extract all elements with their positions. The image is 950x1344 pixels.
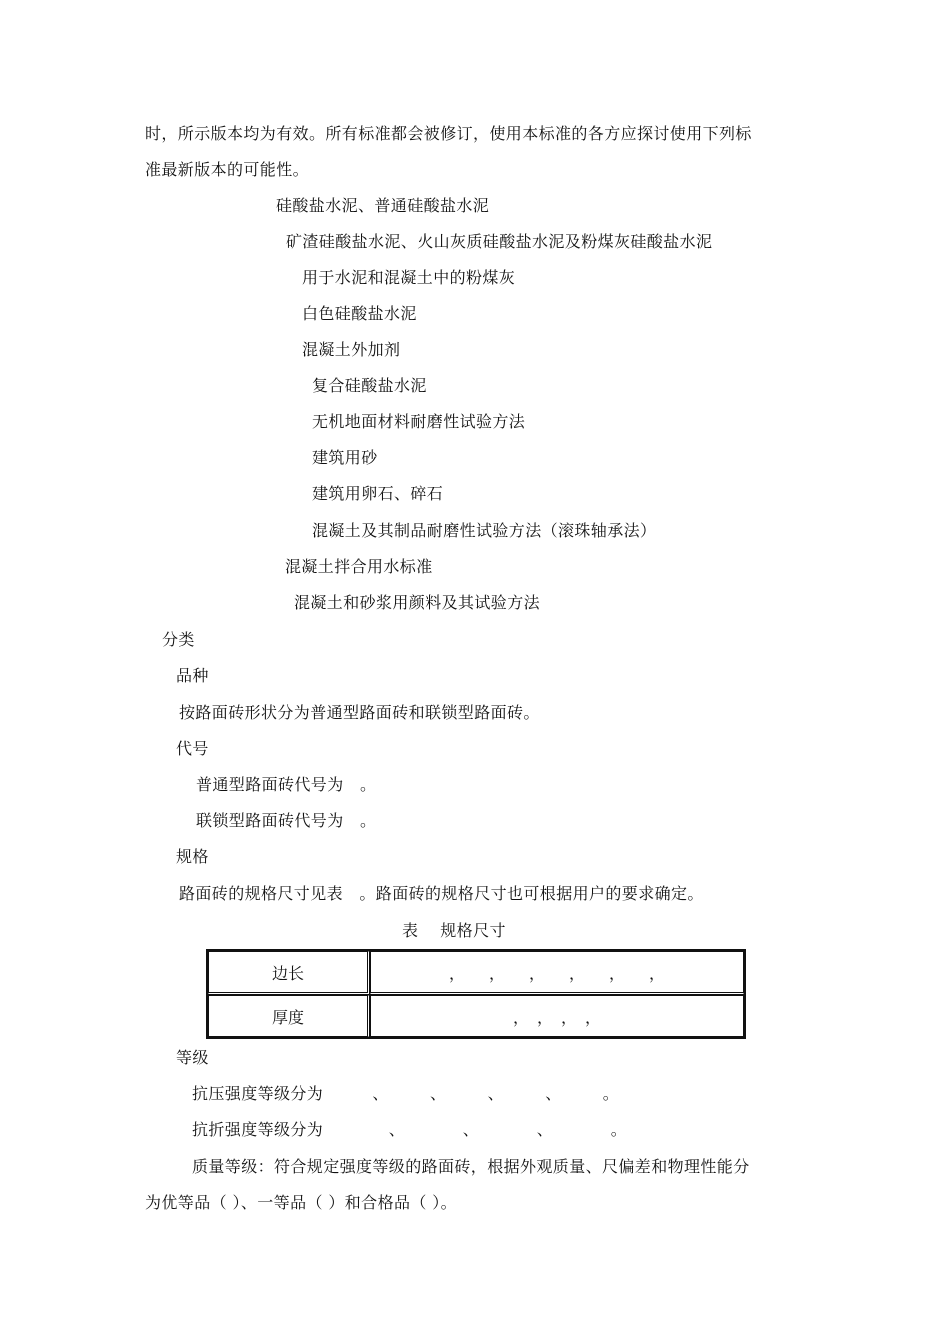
code-interlock-text: 联锁型路面砖代号为 。: [196, 811, 377, 830]
intro-line-2: 准最新版本的可能性。: [145, 160, 310, 179]
table-row: [208, 951, 744, 995]
grade-flexural-text: 抗折强度等级分为 、 、 、 。: [192, 1120, 628, 1139]
reference-item: 混凝土拌合用水标准: [285, 557, 433, 576]
reference-item: 复合硅酸盐水泥: [312, 376, 427, 395]
reference-item: 混凝土外加剂: [302, 340, 401, 359]
table-row: [208, 995, 744, 1037]
reference-item: 混凝土及其制品耐磨性试验方法（滚珠轴承法）: [312, 521, 657, 540]
quality-grade-line-2: 为优等品（ ）、一等品（ ）和合格品（ ）。: [145, 1193, 458, 1212]
code-normal-text: 普通型路面砖代号为 。: [196, 775, 377, 794]
table-cell-label: 厚度: [208, 995, 370, 1037]
subheading-spec: 规格: [176, 847, 209, 866]
subheading-variety: 品种: [176, 666, 209, 685]
reference-item: 白色硅酸盐水泥: [302, 304, 417, 323]
spec-table: [206, 949, 746, 1039]
table-cell-label: 边长: [208, 951, 370, 995]
quality-grade-line-1: 质量等级：符合规定强度等级的路面砖，根据外观质量、尺偏差和物理性能分: [192, 1157, 750, 1176]
subheading-grade: 等级: [176, 1048, 209, 1067]
reference-item: 混凝土和砂浆用颜料及其试验方法: [294, 593, 541, 612]
section-heading-classification: 分类: [162, 630, 195, 649]
variety-text: 按路面砖形状分为普通型路面砖和联锁型路面砖。: [179, 703, 540, 722]
table-title: 表 规格尺寸: [402, 921, 506, 940]
intro-line-1: 时，所示版本均为有效。所有标准都会被修订，使用本标准的各方应探讨使用下列标: [145, 124, 752, 143]
table-cell-value: ， ， ， ， ， ，: [370, 951, 744, 995]
reference-item: 用于水泥和混凝土中的粉煤灰: [302, 268, 516, 287]
subheading-code: 代号: [176, 739, 209, 758]
spec-text: 路面砖的规格尺寸见表 。路面砖的规格尺寸也可根据用户的要求确定。: [179, 884, 704, 903]
reference-item: 矿渣硅酸盐水泥、火山灰质硅酸盐水泥及粉煤灰硅酸盐水泥: [286, 232, 713, 251]
reference-item: 无机地面材料耐磨性试验方法: [312, 412, 526, 431]
reference-item: 建筑用卵石、碎石: [312, 484, 444, 503]
reference-item: 硅酸盐水泥、普通硅酸盐水泥: [276, 196, 490, 215]
reference-item: 建筑用砂: [312, 448, 378, 467]
grade-compressive-text: 抗压强度等级分为 、 、 、 、 。: [192, 1084, 620, 1103]
table-cell-value: ， ， ， ，: [370, 995, 744, 1037]
